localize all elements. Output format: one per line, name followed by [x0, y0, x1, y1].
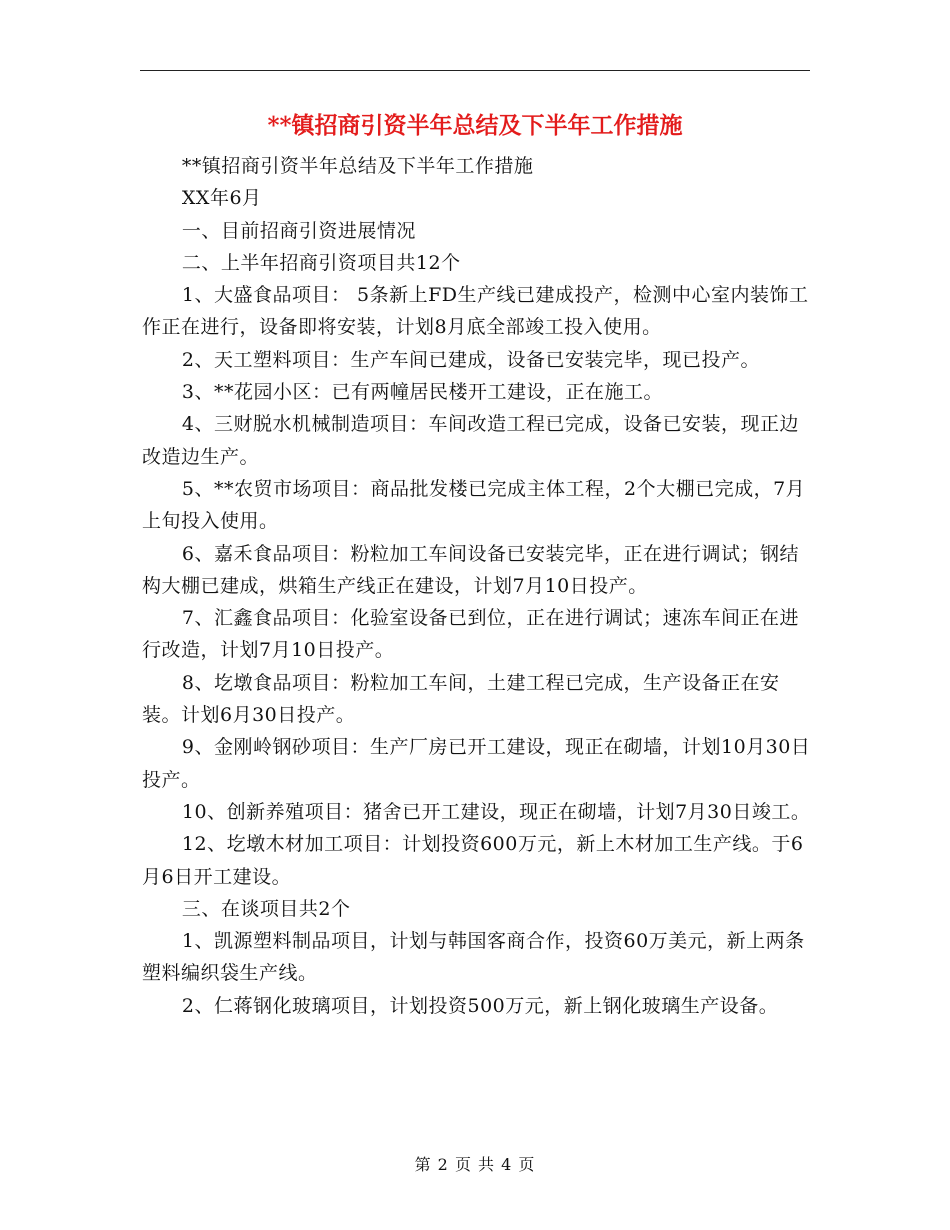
project-item: 8、圪墩食品项目：粉粒加工车间，土建工程已完成，生产设备正在安装。计划6月30日投产。 [142, 671, 780, 727]
paragraph-subtitle: **镇招商引资半年总结及下半年工作措施 [181, 155, 534, 177]
project-item: 3、**花园小区：已有两幢居民楼开工建设，正在施工。 [181, 381, 663, 404]
page-number-footer: 第 2 页 共 4 页 [414, 1155, 536, 1174]
header-rule [140, 70, 810, 71]
project-item: 10、创新养殖项目：猪舍已开工建设，现正在砌墙，计划7月30日竣工。 [181, 800, 811, 823]
project-item: 2、天工塑料项目：生产车间已建成，设备已安装完毕，现已投产。 [181, 348, 760, 371]
project-item: 9、金刚岭钢砂项目：生产厂房已开工建设，现正在砌墙，计划10月30日投产。 [142, 736, 811, 791]
project-item: 12、圪墩木材加工项目：计划投资600万元，新上木材加工生产线。于6月6日开工建设。 [142, 833, 804, 888]
negotiation-item: 2、仁蒋钢化玻璃项目，计划投资500万元，新上钢化玻璃生产设备。 [181, 994, 779, 1017]
project-item: 5、**农贸市场项目：商品批发楼已完成主体工程，2个大棚已完成，7月上旬投入使用。 [142, 477, 806, 533]
project-item: 6、嘉禾食品项目：粉粒加工车间设备已安装完毕，正在进行调试；钢结构大棚已建成，烘箱生产线正在建设，计划7月10日投产。 [142, 542, 799, 597]
project-item: 1、大盛食品项目： 5条新上FD生产线已建成投产，检测中心室内装饰工作正在进行，设备即将安装，计划8月底全部竣工投入使用。 [142, 284, 809, 339]
section-heading-3: 三、在谈项目共2个 [181, 897, 351, 920]
paragraph-date: XX年6月 [181, 187, 262, 210]
document-title: **镇招商引资半年总结及下半年工作措施 [267, 112, 683, 139]
document-body [142, 150, 812, 1022]
project-item: 7、汇鑫食品项目：化验室设备已到位，正在进行调试；速冻车间正在进行改造，计划7月10日投产。 [142, 607, 799, 662]
project-item: 4、三财脱水机械制造项目：车间改造工程已完成，设备已安装，现正边改造边生产。 [142, 413, 799, 468]
section-heading-1: 一、目前招商引资进展情况 [181, 219, 416, 242]
section-heading-2: 二、上半年招商引资项目共12个 [181, 251, 461, 274]
negotiation-item: 1、凯源塑料制品项目，计划与韩国客商合作，投资60万美元，新上两条塑料编织袋生产线。 [142, 930, 805, 985]
